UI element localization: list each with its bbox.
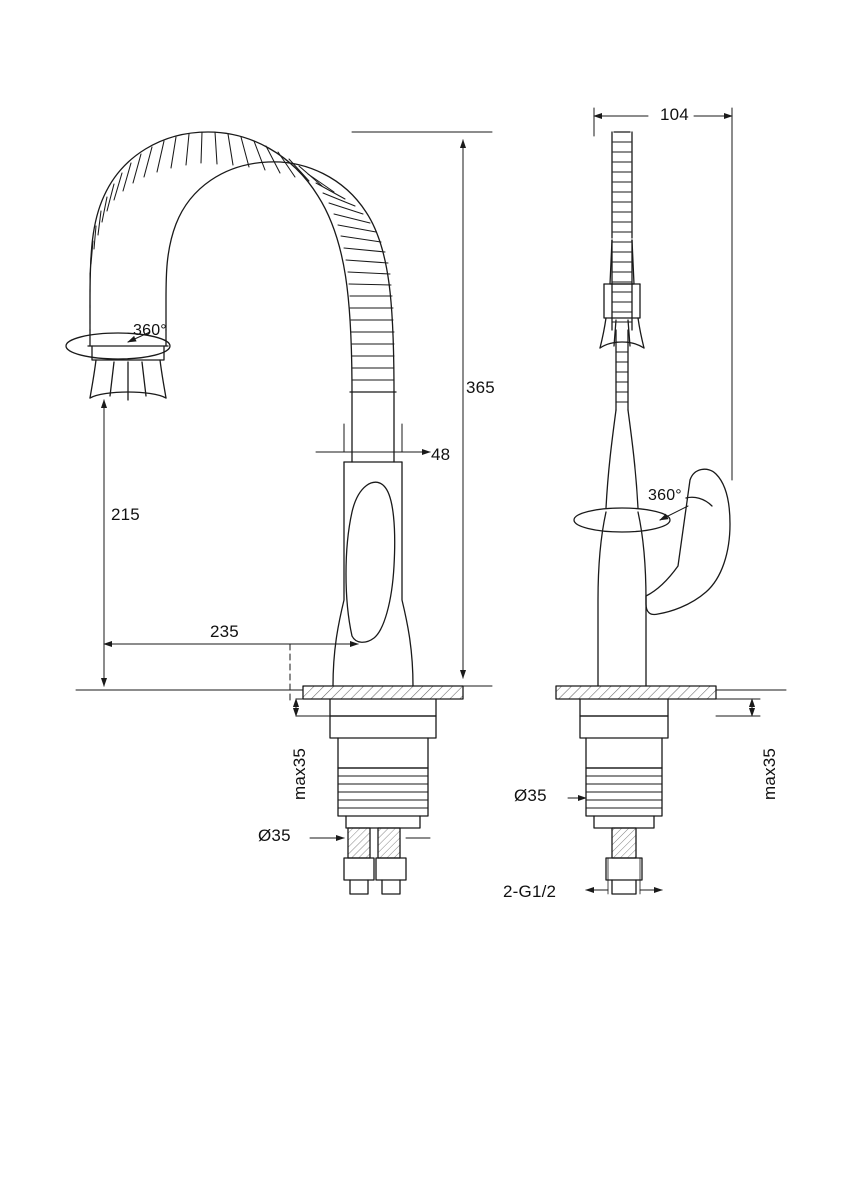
dim-side-hole-diameter: Ø35 bbox=[514, 786, 547, 805]
front-view-dimensions bbox=[76, 132, 492, 838]
dim-side-max-thickness: max35 bbox=[760, 747, 779, 800]
dim-side-width: 104 bbox=[660, 105, 689, 124]
dim-front-hole-diameter: Ø35 bbox=[258, 826, 291, 845]
dim-side-thread: 2-G1/2 bbox=[503, 882, 557, 901]
dim-side-rotation: 360° bbox=[648, 487, 682, 504]
dim-front-rotation: 360° bbox=[133, 322, 167, 339]
dim-front-total-height: 365 bbox=[466, 378, 495, 397]
dim-front-max-thickness: max35 bbox=[290, 747, 309, 800]
dim-front-outlet-height: 215 bbox=[111, 505, 140, 524]
dim-front-reach: 235 bbox=[210, 622, 239, 641]
side-view-geometry bbox=[556, 132, 730, 894]
dim-front-spout-offset: 48 bbox=[431, 445, 451, 464]
